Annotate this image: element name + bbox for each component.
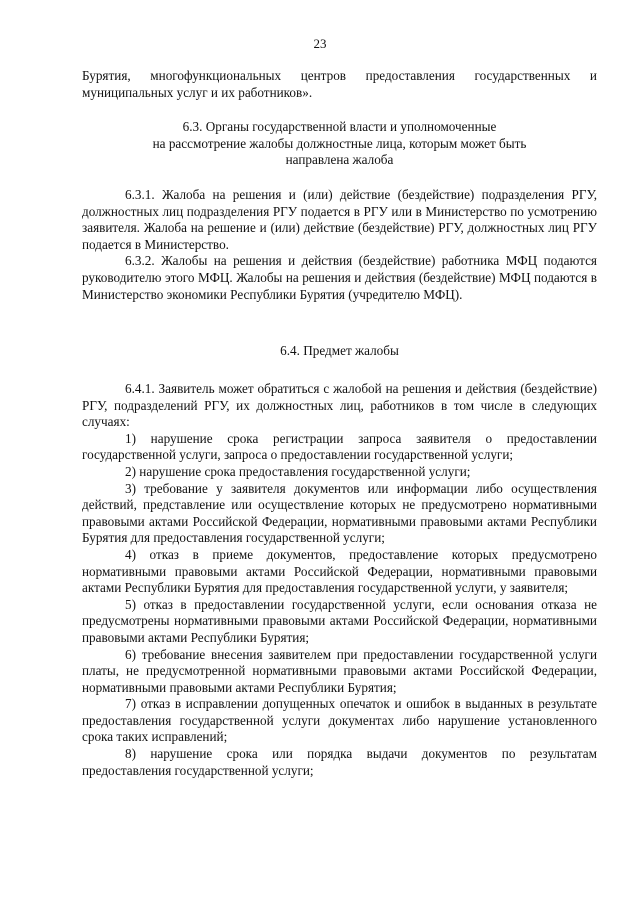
heading-line: на рассмотрение жалобы должностные лица, которым может быть [152, 135, 527, 151]
heading-line: 6.3. Органы государственной власти и уполномоченные [182, 119, 497, 134]
list-item: 7) отказ в исправлении допущенных опечаток и ошибок в выданных в результате предоставления государственной услуги документах либо нарушение установленного срока таких исправлений; [82, 696, 597, 745]
section-6-3-heading [82, 119, 597, 169]
section-6-4-body [82, 381, 597, 779]
list-item: 6) требование внесения заявителем при предоставлении государственной услуги платы, не предусмотренной нормативными правовыми актами Российской Федерации, нормативными правовыми актами Республики Бурятия; [82, 646, 597, 695]
list-item: 3) требование у заявителя документов или информации либо осуществления действий, представление или осуществление которых не предусмотрено нормативными правовыми актами Российской Федерации, нормативными правовыми актами Республики Бурятия для предоставления государственной услуги; [82, 480, 597, 546]
list-item: 1) нарушение срока регистрации запроса заявителя о предоставлении государственной услуги, запроса о предоставлении государственной услуги; [82, 430, 597, 463]
paragraph-6-4-1: 6.4.1. Заявитель может обратиться с жалобой на решения и действия (бездействие) РГУ, подразделений РГУ, их должностных лиц, работников в том числе в следующих случаях: [82, 381, 597, 430]
page-number: 23 [313, 36, 327, 51]
section-6-3-body [82, 187, 597, 303]
paragraph-6-3-2: 6.3.2. Жалобы на решения и действия (бездействие) работника МФЦ подаются руководителю этого МФЦ. Жалобы на решения и действия (бездействие) МФЦ подаются в Министерство экономики Республики Бурятия (учредителю МФЦ). [82, 253, 597, 302]
section-6-4-heading: 6.4. Предмет жалобы [280, 343, 399, 358]
list-item: 4) отказ в приеме документов, предоставление которых предусмотрено нормативными правовыми актами Российской Федерации, нормативными правовыми актами Республики Бурятия для предоставления государственной услуги, у заявителя; [82, 546, 597, 596]
list-item: 8) нарушение срока или порядка выдачи документов по результатам предоставления государственной услуги; [82, 746, 597, 778]
list-item: 5) отказ в предоставлении государственной услуги, если основания отказа не предусмотрены нормативными правовыми актами Российской Федерации, нормативными правовыми актами Республики Бурятия; [82, 596, 597, 645]
heading-line: направлена жалоба [285, 152, 394, 168]
list-item: 2) нарушение срока предоставления государственной услуги; [125, 463, 471, 479]
intro-paragraph: Бурятия, многофункциональных центров предоставления государственных и муниципальных услуг и их работников». [82, 68, 597, 100]
paragraph-6-3-1: 6.3.1. Жалоба на решения и (или) действие (бездействие) подразделения РГУ, должностных лиц подразделения РГУ подается в РГУ или в Министерство по усмотрению заявителя. Жалоба на решение и (или) действие (бездействие) РГУ, должностных лиц РГУ подается в Министерство. [82, 187, 597, 252]
